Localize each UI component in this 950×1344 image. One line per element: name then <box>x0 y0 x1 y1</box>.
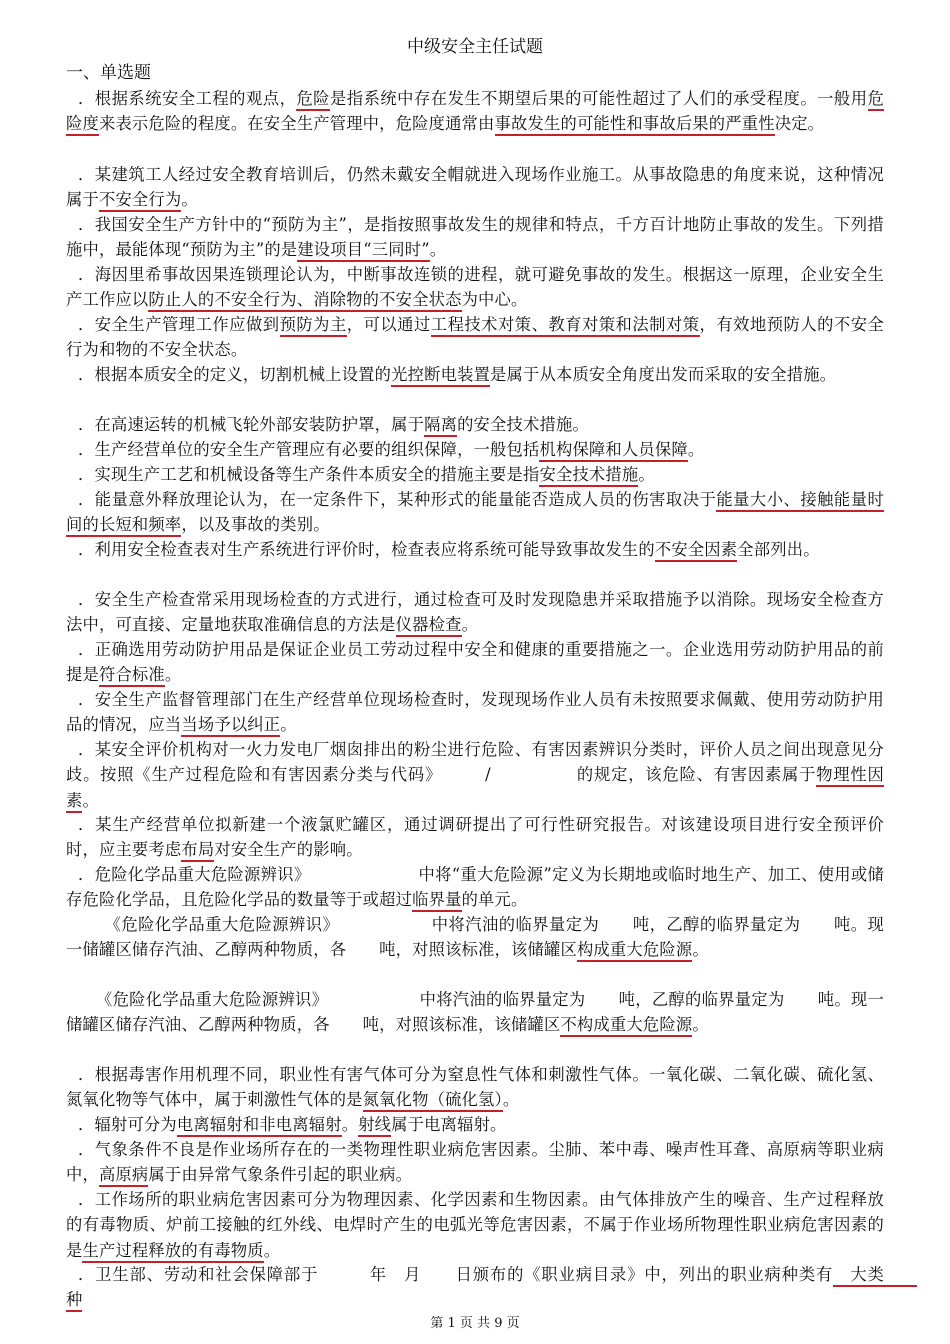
question-text: ．根据系统安全工程的观点， <box>78 89 297 108</box>
question-text: 全部列出。 <box>737 540 820 559</box>
underlined-answer: 临界量 <box>412 890 461 912</box>
question-text: ．正确选用劳动防护用品是保证企业员工劳动过程中安全和健康的重要措施之一。企业选用劳动防护用品的前提是 <box>66 640 884 685</box>
question-text: 。 <box>461 615 479 635</box>
question-text: ．实现生产工艺和机械设备等生产条件本质安全的措施主要是指 <box>78 465 540 484</box>
question-text: 。 <box>687 440 705 459</box>
question-item <box>66 162 884 213</box>
question-text: 《危险化学品重大危险源辨识》 中将汽油的临界量定为 吨，乙醇的临界量定为 吨。现一储罐区储存汽油、乙醇两种物质，各 吨，对照该标准，该储罐区 <box>66 915 884 960</box>
question-text: 为中心。 <box>461 290 528 310</box>
question-text: ．海因里希事故因果连锁理论认为，中断事故连锁的进程，就可避免事故的发生。根据这一原理，企业安全生产工作应以 <box>66 265 884 310</box>
question-item <box>66 1112 884 1137</box>
underlined-answer: 隔离 <box>424 415 457 437</box>
question-text: ．安全生产监督管理部门在生产经营单位现场检查时，发现现场作业人员有未按照要求佩戴、使用劳动防护用品的情况，应当 <box>66 690 884 735</box>
question-text: ，可以通过 <box>346 315 431 334</box>
question-item <box>66 812 884 863</box>
question-text: ．危险化学品重大危险源辨识》 中将“重大危险源”定义为长期地或临时地生产、加工、使用或储存危险化学品，且危险化学品的数量等于或超过 <box>66 865 884 910</box>
underlined-answer: 光控断电装置 <box>391 365 490 387</box>
question-item <box>66 912 884 963</box>
underlined-answer: 当场予以纠正 <box>181 715 280 737</box>
question-text: 。 <box>429 240 447 260</box>
question-text: 。 <box>164 665 182 685</box>
underlined-answer: 不安全因素 <box>655 540 737 562</box>
question-text: 对安全生产的影响。 <box>214 840 363 860</box>
question-text: ．卫生部、劳动和社会保障部于 年 月 日颁布的《职业病目录》中，列出的职业病种类有 <box>78 1265 834 1284</box>
underlined-answer: 构成重大危险源 <box>577 940 692 962</box>
question-text: 。 <box>82 790 99 810</box>
question-item <box>66 987 884 1038</box>
question-item <box>66 1062 884 1113</box>
question-text: 来表示危险的程度。在安全生产管理中，危险度通常由 <box>98 114 495 134</box>
underlined-answer: 物理性因素 <box>66 765 884 812</box>
underlined-answer: 工程技术对策、教育对策和法制对策 <box>431 315 700 337</box>
question-text: ．安全生产检查常采用现场检查的方式进行，通过检查可及时发现隐患并采取措施予以消除。现场安全检查方法中，可直接、定量地获取准确信息的方法是 <box>66 590 884 635</box>
question-text: ．能量意外释放理论认为，在一定条件下，某种形式的能量能否造成人员的伤害取决于 <box>78 490 717 509</box>
question-item <box>66 437 884 462</box>
underlined-answer: 安全技术措施 <box>539 465 638 487</box>
question-item <box>66 737 884 813</box>
underlined-answer: 危险度 <box>66 89 884 136</box>
question-text: ．安全生产管理工作应做到 <box>78 315 280 334</box>
question-text: ．利用安全检查表对生产系统进行评价时，检查表应将系统可能导致事故发生的 <box>78 540 655 559</box>
question-text: ．根据毒害作用机理不同，职业性有害气体可分为窒息性气体和刺激性气体。一氧化碳、二氧化碳、硫化氢、氮氧化物等气体中，属于刺激性气体的是 <box>66 1065 884 1110</box>
question-item <box>66 487 884 538</box>
question-text: 。 <box>263 1240 281 1260</box>
question-text: 。 <box>638 465 655 484</box>
question-item <box>66 587 884 638</box>
underlined-answer: 建设项目“三同时” <box>297 240 429 262</box>
question-text: ．某生产经营单位拟新建一个液氯贮罐区，通过调研提出了可行性研究报告。对该建设项目进行安全预评价时，应主要考虑 <box>66 815 884 860</box>
question-text: 《危险化学品重大危险源辨识》 中将汽油的临界量定为 吨，乙醇的临界量定为 吨。现一储罐区储存汽油、乙醇两种物质，各 吨，对照该标准，该储罐区 <box>66 990 884 1035</box>
question-item <box>66 212 884 263</box>
question-text: ．某安全评价机构对一火力发电厂烟囱排出的粉尘进行危险、有害因素辨识分类时，评价人员之间出现意见分歧。按照《生产过程危险和有害因素分类与代码》 / 的规定，该危险、有害因素属于 <box>66 740 884 785</box>
underlined-answer: 事故发生的可能性和事故后果的严重性 <box>495 114 775 136</box>
underlined-answer: 布局 <box>181 840 214 862</box>
underlined-answer: 能量大小、接触能量时间的长短和频率 <box>66 490 884 537</box>
underlined-answer: 危险 <box>296 89 330 111</box>
question-item <box>66 262 884 313</box>
question-text: 属于由异常气象条件引起的职业病。 <box>148 1165 413 1185</box>
underlined-answer: 机构保障和人员保障 <box>539 440 687 462</box>
underlined-answer: 不构成重大危险源 <box>560 1015 692 1037</box>
question-item <box>66 1262 917 1313</box>
question-text: 。 <box>341 1115 359 1134</box>
page-title: 中级安全主任试题 <box>407 37 543 57</box>
question-item <box>66 637 884 688</box>
question-item <box>66 312 884 363</box>
question-text: ．某建筑工人经过安全教育培训后，仍然未戴安全帽就进入现场作业施工。从事故隐患的角度来说，这种情况属于 <box>66 165 884 210</box>
question-text: ．在高速运转的机械飞轮外部安装防护罩，属于 <box>78 415 425 434</box>
page-footer: 第 1 页 共 9 页 <box>430 1316 520 1331</box>
question-item <box>66 412 884 437</box>
underlined-answer: 高原病 <box>99 1165 148 1187</box>
question-text: ．我国安全生产方针中的“预防为主”，是指按照事故发生的规律和特点，千方百计地防止事故的发生。下列措施中，最能体现“预防为主”的是 <box>66 215 884 260</box>
question-item <box>66 1137 884 1188</box>
question-text: ．辐射可分为 <box>78 1115 177 1134</box>
underlined-answer: 电离辐射和非电离辐射 <box>177 1115 342 1137</box>
question-text: 。 <box>692 1015 709 1035</box>
underlined-answer: 防止人的不安全行为、消除物的不安全状态 <box>148 290 461 312</box>
underlined-answer: 符合标准 <box>99 665 165 687</box>
question-text: ．根据本质安全的定义，切割机械上设置的 <box>78 365 392 384</box>
question-text: ．工作场所的职业病危害因素可分为物理因素、化学因素和生物因素。由气体排放产生的噪音、生产过程释放的有毒物质、炉前工接触的红外线、电焊时产生的电弧光等危害因素，不属于作业场所物理性职业病危害因素的是 <box>66 1190 884 1260</box>
underlined-answer: 大类 种 <box>66 1265 917 1312</box>
question-item <box>66 862 884 913</box>
question-item <box>66 462 884 487</box>
underlined-answer: 仪器检查 <box>396 615 462 637</box>
question-text: ．气象条件不良是作业场所存在的一类物理性职业病危害因素。尘肺、苯中毒、噪声性耳聋、高原病等职业病中， <box>66 1140 884 1185</box>
underlined-answer: 预防为主 <box>280 315 347 337</box>
question-item <box>66 362 884 387</box>
question-text: ，以及事故的类别。 <box>181 515 330 535</box>
question-text: 的安全技术措施。 <box>457 415 589 434</box>
question-text: 。 <box>502 1090 520 1110</box>
question-text: 属于电离辐射。 <box>391 1115 507 1134</box>
question-text: 决定。 <box>774 114 825 134</box>
question-text: 的单元。 <box>461 890 528 910</box>
question-text: ．生产经营单位的安全生产管理应有必要的组织保障，一般包括 <box>78 440 540 459</box>
underlined-answer: 氮氧化物（硫化氢） <box>363 1090 503 1112</box>
question-item <box>66 1187 884 1263</box>
section-heading: 一、单选题 <box>66 63 151 83</box>
question-text: ，有效地预防人的不安全行为和物的不安全状态。 <box>66 315 885 360</box>
question-item <box>66 687 884 738</box>
question-text: 。 <box>692 940 709 960</box>
question-text: 是属于从本质安全角度出发而采取的安全措施。 <box>490 365 837 384</box>
underlined-answer: 射线 <box>358 1115 391 1137</box>
underlined-answer: 不安全行为 <box>99 190 181 212</box>
question-text: 。 <box>181 190 198 210</box>
question-item <box>66 86 884 137</box>
question-item <box>66 537 884 562</box>
question-text: 。 <box>280 715 297 735</box>
question-text: 是指系统中存在发生不期望后果的可能性超过了人们的承受程度。一般用 <box>329 89 868 108</box>
underlined-answer: 生产过程释放的有毒物质 <box>82 1241 263 1263</box>
